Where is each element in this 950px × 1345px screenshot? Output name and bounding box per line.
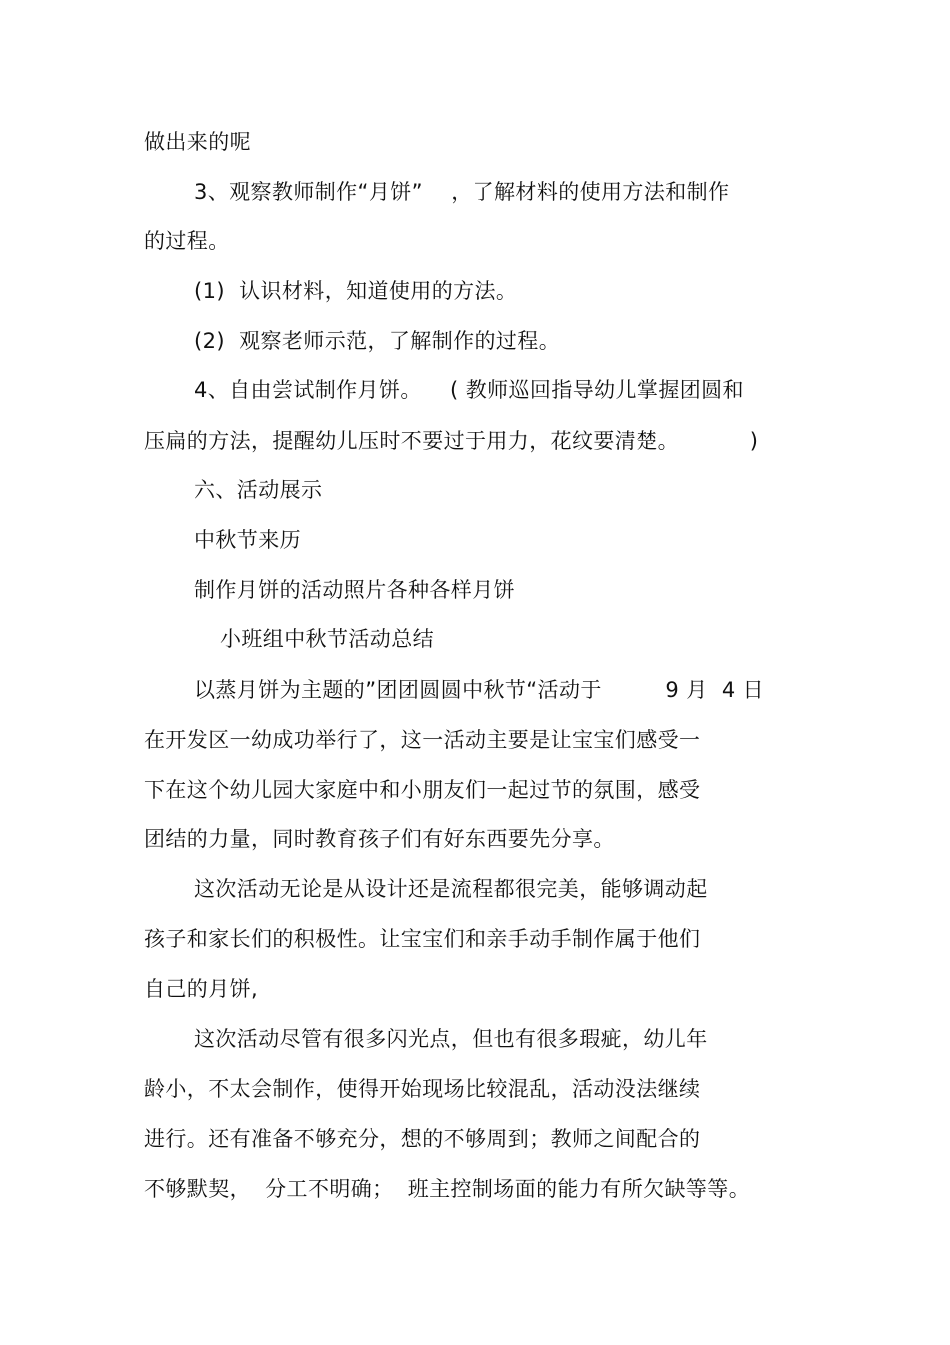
text-line: 4、自由尝试制作月饼。 ( 教师巡回指导幼儿掌握团圆和 — [194, 378, 744, 402]
summary-title: 小班组中秋节活动总结 — [220, 627, 434, 651]
text-line: 的过程。 — [144, 229, 230, 253]
text-line: 自己的月饼, — [144, 977, 259, 1001]
text-line: 孩子和家长们的积极性。让宝宝们和亲手动手制作属于他们 — [144, 927, 701, 951]
text-line: (1) 认识材料，知道使用的方法。 — [194, 279, 518, 303]
text-line: 下在这个幼儿园大家庭中和小朋友们一起过节的氛围，感受 — [144, 778, 701, 802]
section-heading: 六、活动展示 — [194, 478, 323, 502]
text-line: 做出来的呢 — [144, 130, 251, 154]
text-line: 压扁的方法，提醒幼儿压时不要过于用力，花纹要清楚。 ) — [144, 429, 759, 453]
text-line: 中秋节来历 — [194, 528, 301, 552]
text-line: 以蒸月饼为主题的”团团圆圆中秋节“活动于 9 月 4 日 — [194, 678, 765, 702]
text-line: (2) 观察老师示范，了解制作的过程。 — [194, 329, 561, 353]
text-line: 在开发区一幼成功举行了，这一活动主要是让宝宝们感受一 — [144, 728, 701, 752]
text-line: 这次活动尽管有很多闪光点，但也有很多瑕疵，幼儿年 — [194, 1027, 708, 1051]
text-line: 制作月饼的活动照片各种各样月饼 — [194, 578, 515, 602]
text-line: 龄小，不太会制作，使得开始现场比较混乱，活动没法继续 — [144, 1077, 701, 1101]
text-line: 团结的力量，同时教育孩子们有好东西要先分享。 — [144, 827, 615, 851]
text-line: 不够默契， 分工不明确； 班主控制场面的能力有所欠缺等等。 — [144, 1177, 751, 1201]
text-line: 这次活动无论是从设计还是流程都很完美，能够调动起 — [194, 877, 708, 901]
text-line: 3、观察教师制作“月饼” ，了解材料的使用方法和制作 — [194, 180, 730, 204]
text-line: 进行。还有准备不够充分，想的不够周到；教师之间配合的 — [144, 1127, 701, 1151]
